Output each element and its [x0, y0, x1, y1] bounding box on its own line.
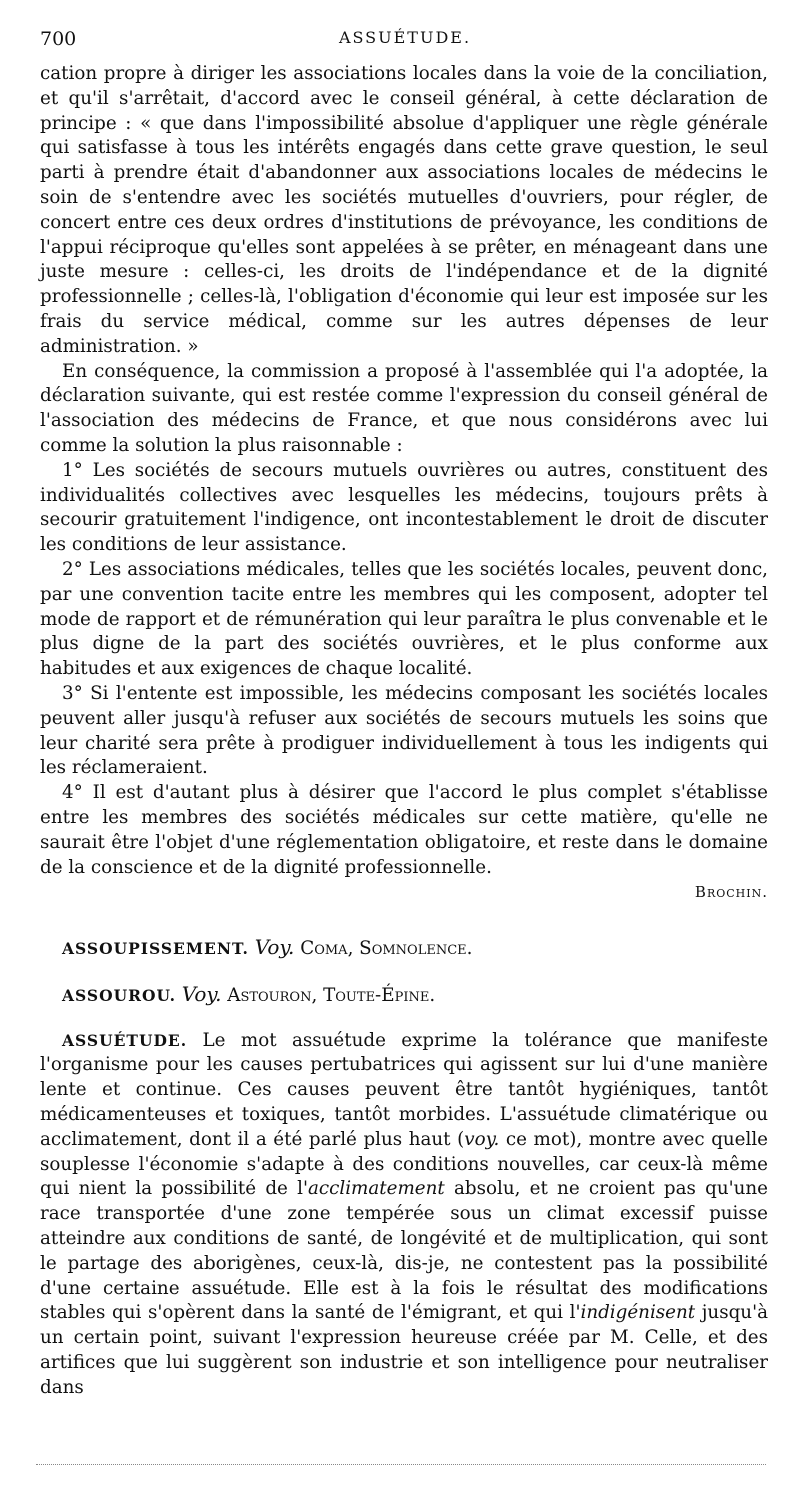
signature-name: Brochin. [694, 883, 768, 902]
italic-term: indigénisent [580, 1302, 696, 1324]
page-header [40, 28, 770, 54]
numbered-item-2: 2° Les associations médicales, telles que les sociétés locales, peuvent donc, par une convention tacite entre les membres qui les composent, adopter tel mode de rapport et de rémunération qui leur paraîtra le plus convenable et le plus digne de la part des sociétés ouvrières, et le plus conforme aux habitudes et aux exigences de chaque localité. [40, 558, 768, 680]
numbered-item-1: 1° Les sociétés de secours mutuels ouvrières ou autres, constituent des individualités collectives avec lesquelles les médecins, toujours prêts à secourir gratuitement l'indigence, ont incontestablement le droit de discuter les conditions de leur assistance. [40, 459, 768, 556]
paragraph-continuation: cation propre à diriger les associations locales dans la voie de la conciliation, et qu'il s'arrêtait, d'accord avec le conseil général, à cette déclaration de principe : « que dans l'impossibilité absolue d'appliquer une règle générale qui satisfasse à tous les intérêts engagés dans cette grave question, le seul parti à prendre était d'abandonner aux associations locales de médecins le soin de s'entendre avec les sociétés mutuelles d'ouvriers, pour régler, de concert entre ces deux ordres d'institutions de prévoyance, les conditions de l'appui réciproque qu'elles sont appelées à se prêter, en ménageant dans une juste mesure : celles-ci, les droits de l'indépendance et de la dignité professionnelle ; celles-là, l'obligation d'économie qui leur est imposée sur les frais du service médical, comme sur les autres dépenses de leur administration. » [40, 63, 768, 357]
headword: ASSUÉTUDE. [62, 1030, 188, 1050]
entry-assourou [40, 982, 768, 1009]
cross-reference: Coma, Somnolence. [300, 938, 473, 960]
see-also-label: Voy. [181, 981, 222, 1006]
page-body [40, 62, 768, 1401]
entry-text: jusqu'à un certain point, suivant l'expression heureuse créée par M. Celle, et des artifices que lui suggèrent son industrie et son intelligence pour neutraliser dans [40, 1302, 768, 1398]
entry-assoupissement [40, 935, 768, 962]
page-number: 700 [40, 28, 77, 50]
entry-assuetude [40, 1029, 768, 1401]
see-reference: voy. [464, 1128, 500, 1150]
see-also-label: Voy. [254, 935, 295, 960]
headword: ASSOUPISSEMENT. [62, 939, 249, 959]
cross-reference: Astouron, Toute-Épine. [227, 984, 436, 1006]
running-head: ASSUÉTUDE. [338, 28, 472, 47]
numbered-item-3: 3° Si l'entente est impossible, les médecins composant les sociétés locales peuvent aller jusqu'à refuser aux sociétés de secours mutuels les soins que leur charité sera prête à prodiguer individuellement à tous les indigents qui les réclameraient. [40, 682, 768, 779]
entry-text: ce mot), montre avec quelle souplesse l'économie s'adapte à des conditions nouvelles, car ceux-là même qui nient la possibilité de l' [40, 1128, 768, 1200]
paragraph-commission: En conséquence, la commission a proposé à l'assemblée qui l'a adoptée, la déclaration suivante, qui est restée comme l'expression du conseil général de l'association des médecins de France, et que nous considérons avec lui comme la solution la plus raisonnable : [40, 360, 768, 456]
author-signature [40, 880, 768, 905]
numbered-item-4: 4° Il est d'autant plus à désirer que l'accord le plus complet s'établisse entre les membres des sociétés médicales sur cette matière, qu'elle ne saurait être l'objet d'une réglementation obligatoire, et reste dans le domaine de la conscience et de la dignité professionnelle. [40, 782, 768, 878]
footer-dotted-rule [36, 1464, 766, 1465]
entry-text: Le mot assuétude exprime la tolérance que manifeste l'organisme pour les causes pertubatrices qui agissent sur lui d'une manière lente et continue. Ces causes peuvent être tantôt hygiéniques, tantôt médicamenteuses et toxiques, tantôt morbides. L'assuétude climatérique ou acclimatement, dont il a été parlé plus haut ( [40, 1029, 769, 1150]
italic-term: acclimatement [307, 1178, 445, 1200]
headword: ASSOUROU. [62, 985, 176, 1005]
entry-text: absolu, et ne croient pas qu'une race transportée d'une zone tempérée sous un climat excessif puisse atteindre aux conditions de santé, de longévité et de multiplication, qui sont le partage des aborigènes, ceux-là, dis-je, ne contestent pas la possibilité d'une certaine assuétude. Elle est à la fois le résultat des modifications stables qui s'opèrent dans la santé de l'émigrant, et qui l' [40, 1178, 769, 1324]
